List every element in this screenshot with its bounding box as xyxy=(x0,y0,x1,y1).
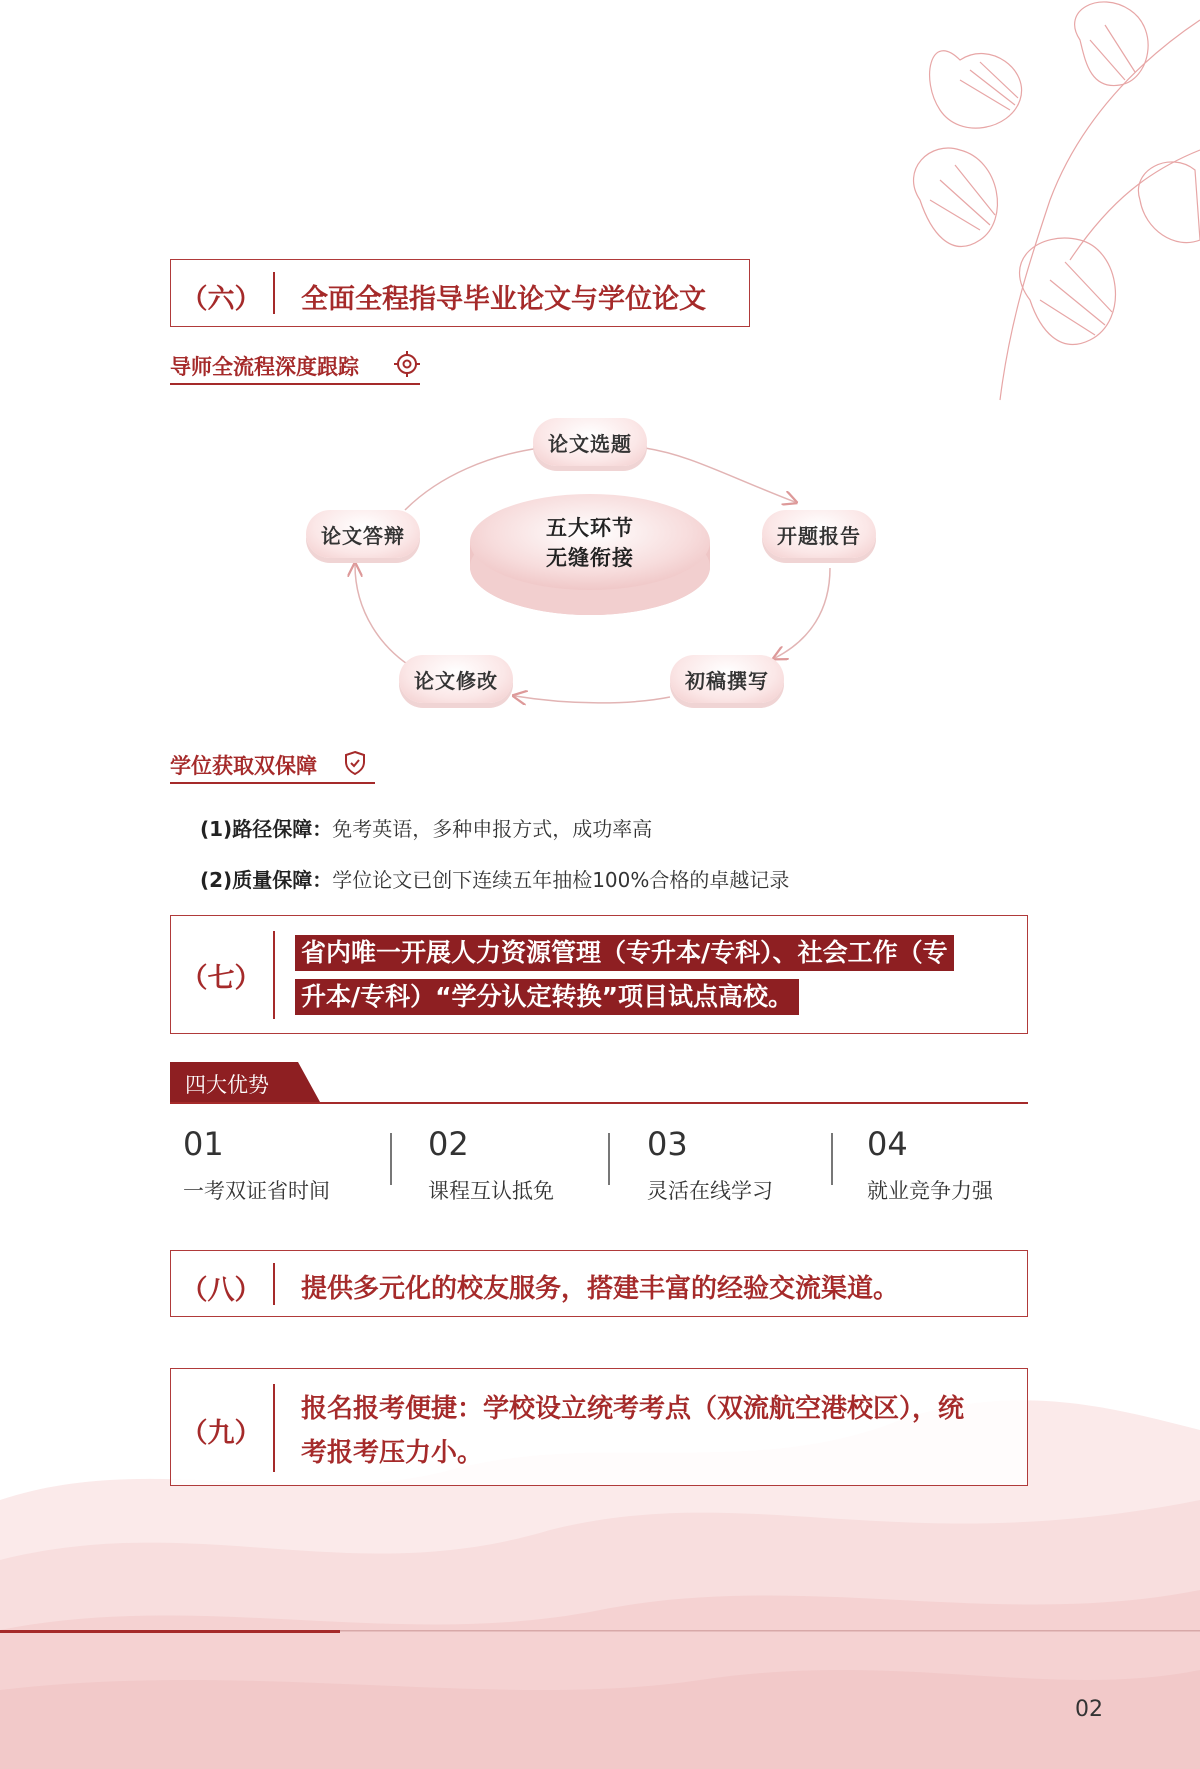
advantage-1-number: 01 xyxy=(183,1125,224,1163)
section-9-number: （九） xyxy=(180,1418,262,1449)
section-8-title: 提供多元化的校友服务，搭建丰富的经验交流渠道。 xyxy=(301,1274,900,1304)
section-7-number: （七） xyxy=(180,963,262,994)
section-9-line2: 考报考压力小。 xyxy=(301,1438,484,1468)
guarantee-item-1 xyxy=(200,813,652,842)
subheading-guarantee-underline xyxy=(170,782,375,784)
advantage-2-label: 课程互认抵免 xyxy=(428,1179,554,1203)
advantage-4-number: 04 xyxy=(867,1125,908,1163)
advantage-divider-2 xyxy=(608,1133,610,1185)
cycle-step-revision: 论文修改 xyxy=(399,655,513,703)
section-8-divider xyxy=(273,1263,275,1305)
advantage-3-label: 灵活在线学习 xyxy=(647,1179,773,1203)
advantage-3-number: 03 xyxy=(647,1125,688,1163)
shield-check-icon xyxy=(343,750,367,776)
cycle-step-draft: 初稿撰写 xyxy=(670,655,784,703)
advantage-2-number: 02 xyxy=(428,1125,469,1163)
section-7-divider xyxy=(273,931,275,1019)
guarantee-item-1-text: 免考英语，多种申报方式，成功率高 xyxy=(332,817,653,841)
section-7-box xyxy=(170,915,1028,1034)
guarantee-item-2-text: 学位论文已创下连续五年抽检100%合格的卓越记录 xyxy=(332,868,790,892)
section-8-box xyxy=(170,1250,1028,1317)
advantage-divider-3 xyxy=(831,1133,833,1185)
advantage-1-label: 一考双证省时间 xyxy=(183,1179,330,1203)
section-7-line1: 省内唯一开展人力资源管理（专升本/专科）、社会工作（专 xyxy=(295,935,954,971)
page-number: 02 xyxy=(1075,1697,1103,1722)
advantage-divider-1 xyxy=(390,1133,392,1185)
section-6-number: （六） xyxy=(180,284,262,315)
section-9-line1: 报名报考便捷：学校设立统考考点（双流航空港校区），统 xyxy=(301,1394,965,1424)
section-9-box xyxy=(170,1368,1028,1486)
section-8-number: （八） xyxy=(180,1275,262,1306)
target-icon xyxy=(393,350,421,378)
subheading-mentor: 导师全流程深度跟踪 xyxy=(170,355,359,379)
guarantee-item-1-label: (1)路径保障： xyxy=(200,817,333,841)
guarantee-item-2-label: (2)质量保障： xyxy=(200,868,333,892)
subheading-guarantee: 学位获取双保障 xyxy=(170,754,317,778)
ginkgo-decoration xyxy=(900,0,1200,420)
advantages-tab-label: 四大优势 xyxy=(185,1073,269,1097)
subheading-mentor-underline xyxy=(170,383,420,385)
section-6-box xyxy=(170,259,750,327)
advantages-tab-shape xyxy=(170,1062,1030,1104)
section-9-divider xyxy=(273,1384,275,1472)
cycle-center-line2: 无缝衔接 xyxy=(546,546,634,570)
cycle-step-proposal: 开题报告 xyxy=(762,510,876,558)
section-6-divider xyxy=(273,272,275,314)
section-7-line2: 升本/专科）“学分认定转换”项目试点高校。 xyxy=(295,979,799,1015)
guarantee-item-2 xyxy=(200,864,789,893)
section-6-title: 全面全程指导毕业论文与学位论文 xyxy=(301,284,706,315)
advantage-4-label: 就业竞争力强 xyxy=(867,1179,993,1203)
cycle-step-topic: 论文选题 xyxy=(533,418,647,466)
cycle-center-line1: 五大环节 xyxy=(546,516,634,540)
cycle-step-defense: 论文答辩 xyxy=(306,510,420,558)
